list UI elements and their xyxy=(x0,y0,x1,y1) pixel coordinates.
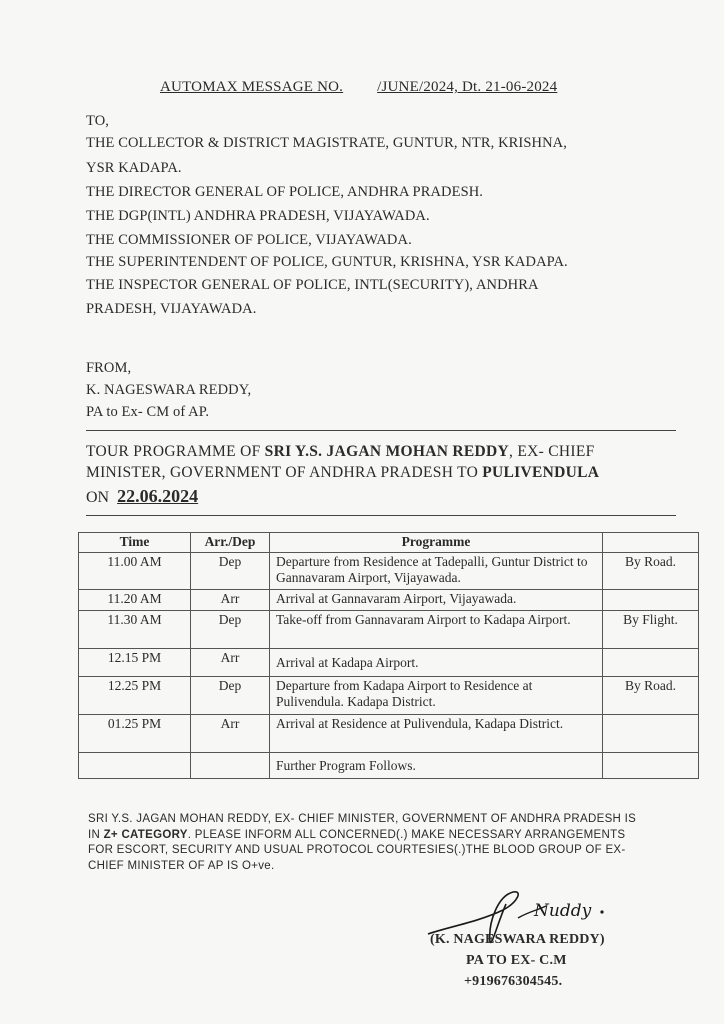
row-mode xyxy=(603,715,699,753)
row-time: 11.30 AM xyxy=(79,611,191,649)
addressee-line: THE INSPECTOR GENERAL OF POLICE, INTL(SECURITY), ANDHRA xyxy=(86,277,539,293)
signatory-designation: PA TO EX- C.M xyxy=(466,953,567,968)
subject-line2: MINISTER, GOVERNMENT OF ANDHRA PRADESH TO xyxy=(86,464,483,481)
header-time: Time xyxy=(79,533,191,553)
addressee-line: THE COMMISSIONER OF POLICE, VIJAYAWADA. xyxy=(86,232,412,248)
programme-table xyxy=(78,532,699,779)
row-programme: Arrival at Residence at Pulivendula, Kadapa District. xyxy=(270,715,603,753)
subject-line-2 xyxy=(86,464,599,482)
signatory-name: (K. NAGESWARA REDDY) xyxy=(430,932,605,947)
row-arr-dep: Arr xyxy=(191,590,270,611)
note-part1: SRI Y.S. JAGAN MOHAN REDDY, EX- CHIEF MINISTER, GOVERNMENT OF ANDHRA PRADESH IS IN xyxy=(88,813,637,841)
row-programme: Arrival at Kadapa Airport. xyxy=(270,649,603,677)
from-label: FROM, xyxy=(86,360,132,376)
table-row xyxy=(79,611,699,649)
header-arr-dep: Arr./Dep xyxy=(191,533,270,553)
addressee-line: YSR KADAPA. xyxy=(86,160,182,176)
note-part2: . PLEASE INFORM ALL CONCERNED(.) MAKE NECESSARY ARRANGEMENTS FOR ESCORT, SECURITY AND USUAL PROTOCOL COURTESIES(.)THE BLOOD GROUP OF EX-CHIEF MINISTER OF AP IS O+ve. xyxy=(88,828,626,872)
table-header-row xyxy=(79,533,699,553)
row-mode: By Road. xyxy=(603,553,699,590)
row-programme: Arrival at Gannavaram Airport, Vijayawada. xyxy=(270,590,603,611)
row-programme: Departure from Kadapa Airport to Residence at Pulivendula. Kadapa District. xyxy=(270,677,603,715)
note-category: Z+ CATEGORY xyxy=(103,828,188,841)
subject-line-1 xyxy=(86,443,595,461)
row-mode: By Road. xyxy=(603,677,699,715)
row-time: 12.15 PM xyxy=(79,649,191,677)
row-arr-dep: Dep xyxy=(191,553,270,590)
row-arr-dep: Arr xyxy=(191,649,270,677)
table-row xyxy=(79,590,699,611)
from-name: K. NAGESWARA REDDY, xyxy=(86,382,252,398)
row-arr-dep: Dep xyxy=(191,677,270,715)
security-note xyxy=(88,812,648,874)
divider xyxy=(86,515,676,516)
table-row xyxy=(79,553,699,590)
row-mode xyxy=(603,649,699,677)
to-label: TO, xyxy=(86,113,109,129)
message-title xyxy=(160,79,557,96)
subject-part2: , EX- CHIEF xyxy=(509,443,595,460)
row-mode xyxy=(603,590,699,611)
row-time xyxy=(79,753,191,779)
row-arr-dep: Dep xyxy=(191,611,270,649)
message-title-right: /JUNE/2024, Dt. 21-06-2024 xyxy=(377,79,558,95)
row-arr-dep xyxy=(191,753,270,779)
subject-on: ON xyxy=(86,489,110,506)
addressee-line: THE SUPERINTENDENT OF POLICE, GUNTUR, KRISHNA, YSR KADAPA. xyxy=(86,254,568,270)
tour-date: 22.06.2024 xyxy=(117,486,199,506)
row-mode: By Flight. xyxy=(603,611,699,649)
addressee-line: THE DGP(INTL) ANDHRA PRADESH, VIJAYAWADA. xyxy=(86,208,430,224)
addressee-line: PRADESH, VIJAYAWADA. xyxy=(86,301,257,317)
from-designation: PA to Ex- CM of AP. xyxy=(86,404,210,420)
row-mode xyxy=(603,753,699,779)
subject-person: SRI Y.S. JAGAN MOHAN REDDY xyxy=(264,443,510,460)
header-mode xyxy=(603,533,699,553)
row-time: 12.25 PM xyxy=(79,677,191,715)
divider xyxy=(86,430,676,431)
subject-part1: TOUR PROGRAMME OF xyxy=(86,443,265,460)
table-row xyxy=(79,677,699,715)
table-row xyxy=(79,649,699,677)
row-time: 01.25 PM xyxy=(79,715,191,753)
row-arr-dep: Arr xyxy=(191,715,270,753)
table-row xyxy=(79,715,699,753)
addressee-line: THE COLLECTOR & DISTRICT MAGISTRATE, GUNTUR, NTR, KRISHNA, xyxy=(86,135,567,151)
row-programme: Further Program Follows. xyxy=(270,753,603,779)
table-row xyxy=(79,753,699,779)
subject-date-line xyxy=(86,486,198,507)
row-time: 11.00 AM xyxy=(79,553,191,590)
subject-place: PULIVENDULA xyxy=(482,464,600,481)
row-programme: Departure from Residence at Tadepalli, Guntur District to Gannavaram Airport, Vijayawada. xyxy=(270,553,603,590)
row-time: 11.20 AM xyxy=(79,590,191,611)
header-programme: Programme xyxy=(270,533,603,553)
message-title-left: AUTOMAX MESSAGE NO. xyxy=(160,79,344,95)
addressee-line: THE DIRECTOR GENERAL OF POLICE, ANDHRA PRADESH. xyxy=(86,184,484,200)
row-programme: Take-off from Gannavaram Airport to Kadapa Airport. xyxy=(270,611,603,649)
signature-scribble-text: Nuddy xyxy=(534,901,592,921)
signatory-phone: +919676304545. xyxy=(464,974,563,989)
